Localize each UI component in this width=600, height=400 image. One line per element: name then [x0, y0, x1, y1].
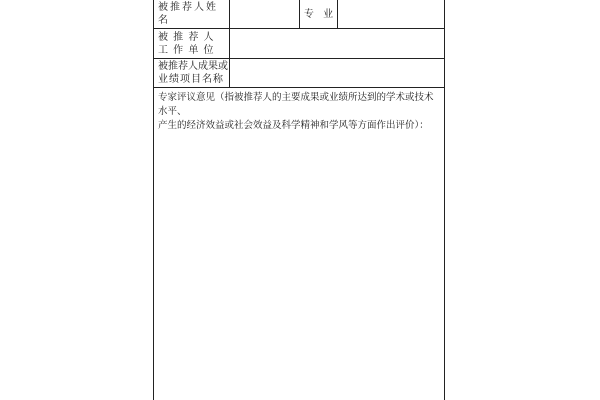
- name-label: 被推荐人姓名: [158, 2, 218, 26]
- expert-opinion-line2: 产生的经济效益或社会效益及科学精神和学风等方面作出评价）：: [158, 120, 429, 131]
- name-major-row: [154, 0, 444, 29]
- work-unit-value-cell[interactable]: [230, 29, 446, 58]
- project-label-line1: 被推荐人成果或: [158, 61, 228, 72]
- expert-opinion-line1: 专家评议意见（指被推荐人的主要成果或业绩所达到的学术或技术水平、: [158, 92, 434, 117]
- expert-opinion-row[interactable]: [154, 88, 444, 400]
- work-unit-row: [154, 29, 444, 59]
- project-label-cell: [154, 59, 230, 87]
- project-value-cell[interactable]: [230, 59, 446, 87]
- major-value-cell[interactable]: [338, 0, 446, 28]
- evaluation-form-table: [153, 0, 445, 400]
- name-label-cell: [154, 0, 230, 28]
- project-row: [154, 59, 444, 88]
- major-label-cell: [300, 0, 338, 28]
- expert-opinion-instructions: [158, 91, 440, 133]
- work-unit-label-line1: 被 推 荐 人: [158, 31, 214, 43]
- name-value-cell[interactable]: [230, 0, 300, 28]
- project-label-line2: 业绩项目名称: [158, 74, 224, 85]
- work-unit-label-line2: 工 作 单 位: [158, 44, 214, 56]
- work-unit-label-cell: [154, 29, 230, 58]
- major-label: 专 业: [303, 8, 334, 20]
